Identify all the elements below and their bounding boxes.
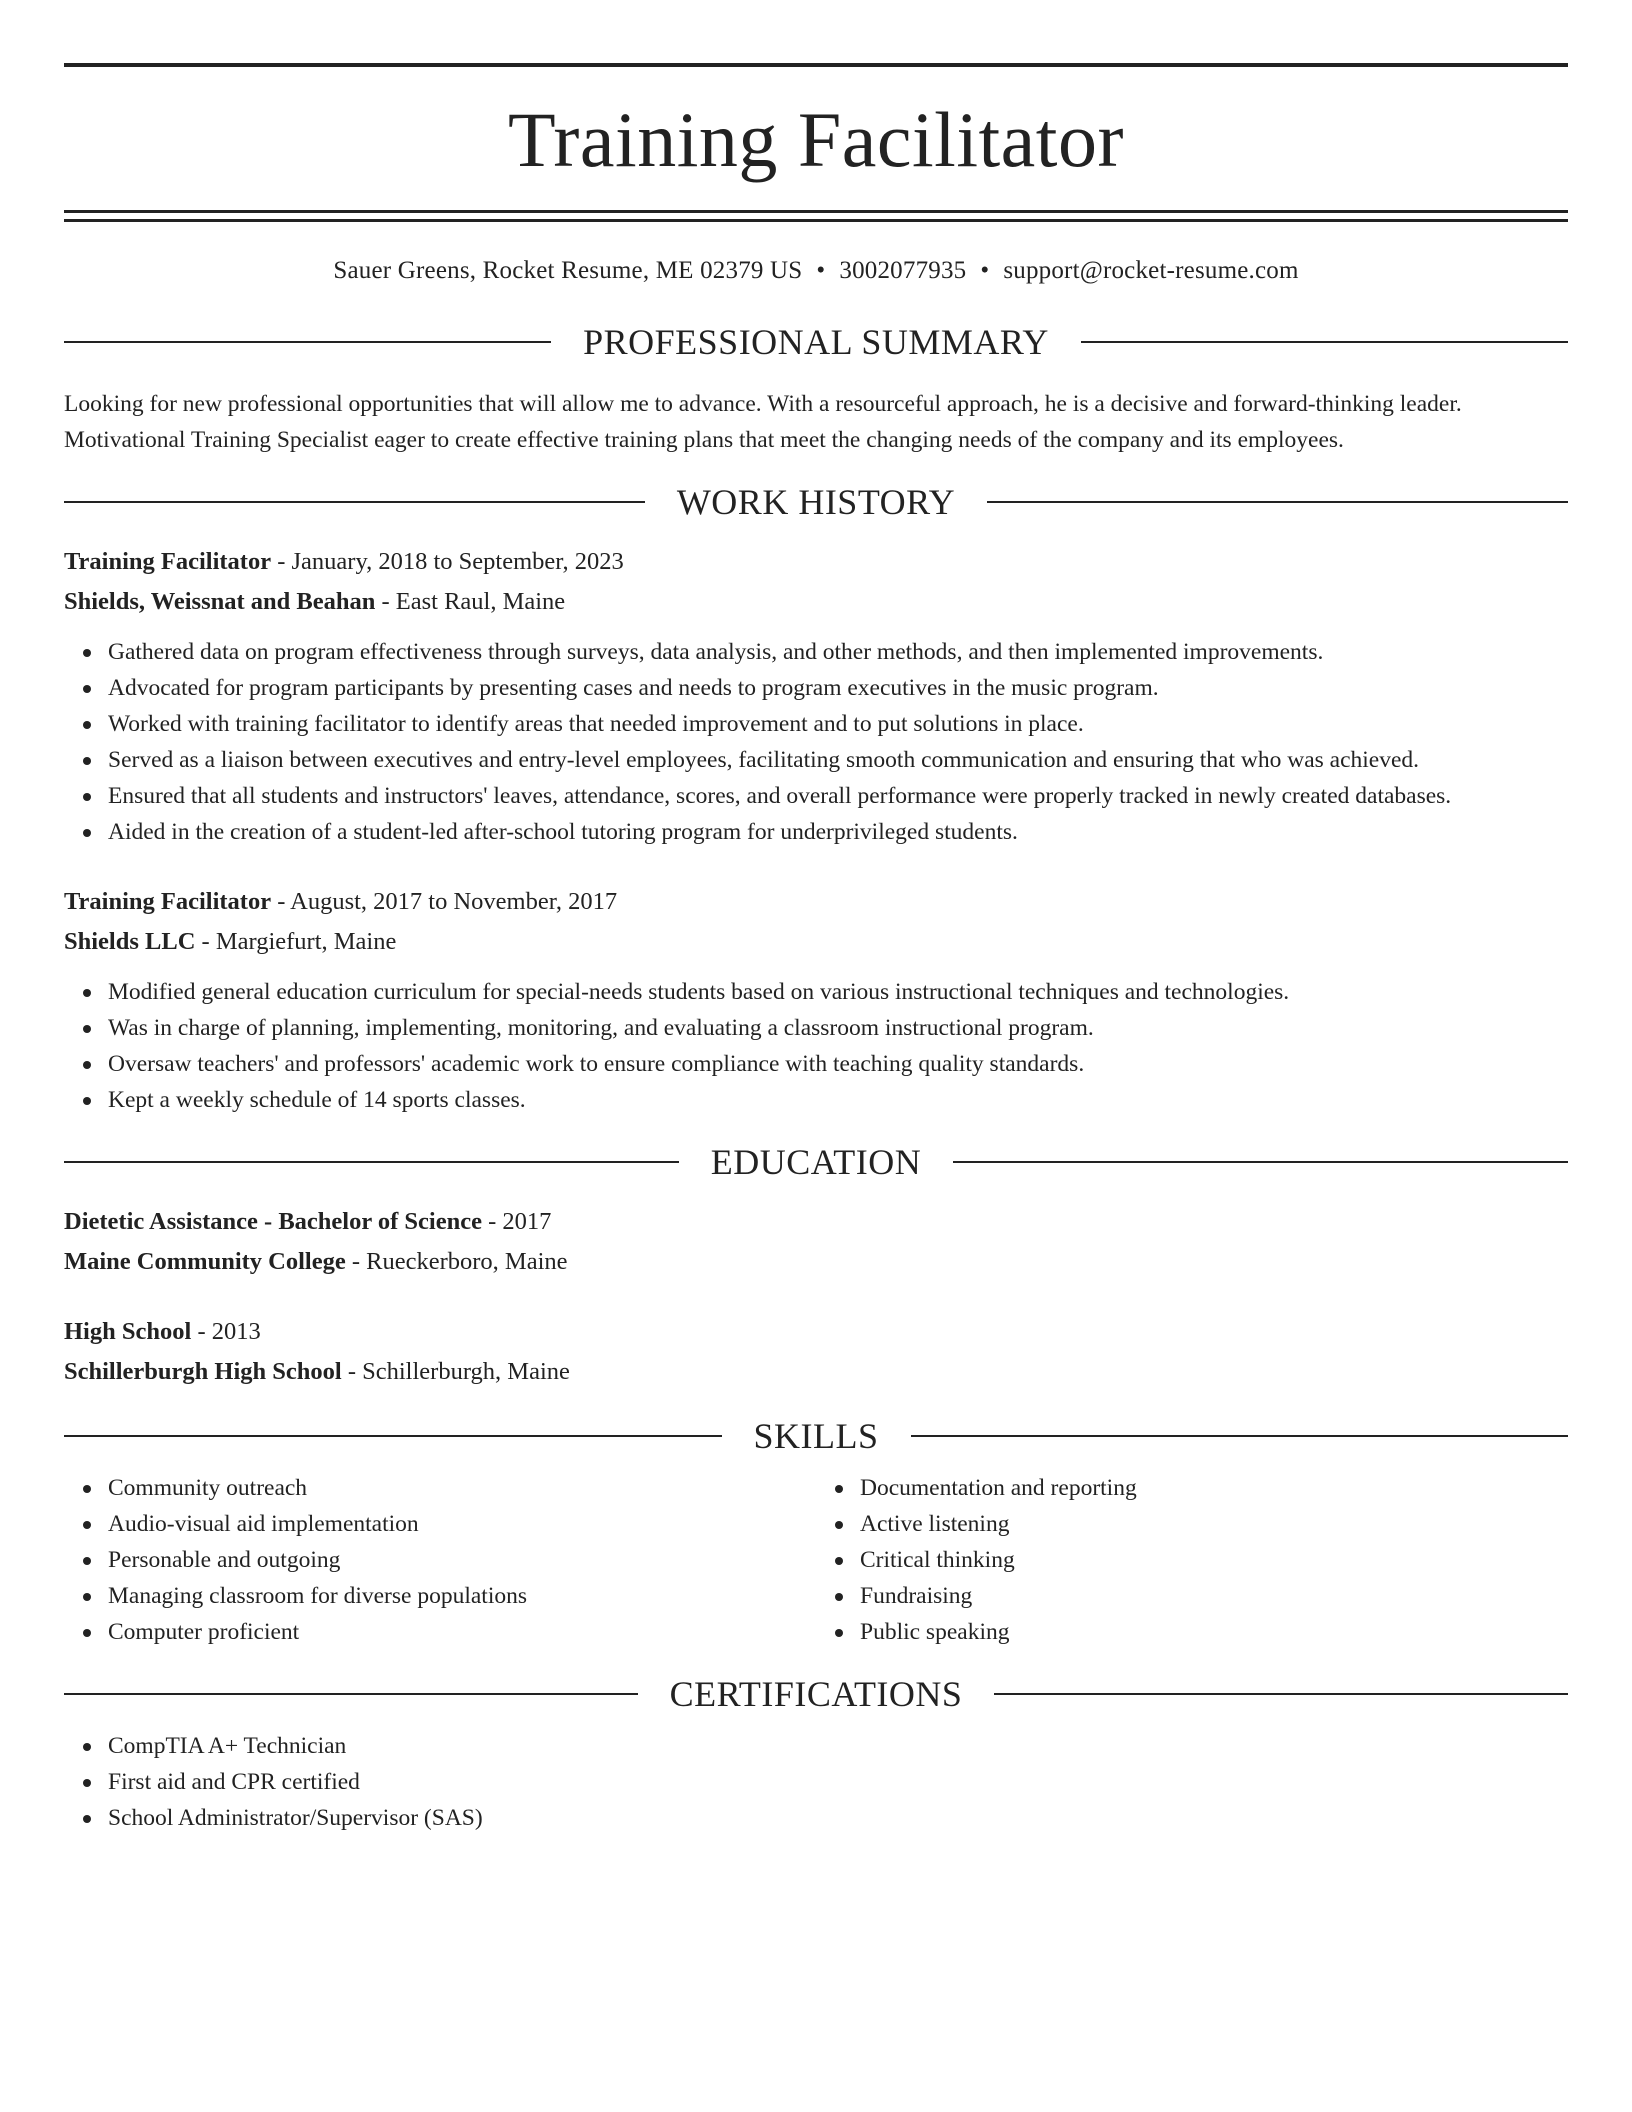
degree: Dietetic Assistance - Bachelor of Science (64, 1208, 482, 1235)
list-item: Managing classroom for diverse populations (108, 1578, 816, 1614)
job-dates: - August, 2017 to November, 2017 (271, 888, 618, 915)
job-title: Training Facilitator (64, 888, 272, 915)
contact-email: support@rocket-resume.com (1003, 257, 1299, 284)
certifications-list (64, 1728, 1568, 1836)
heading-rule (953, 1161, 1568, 1163)
heading-rule (64, 1693, 638, 1695)
school-line (64, 1352, 1568, 1392)
list-item: Gathered data on program effectiveness through surveys, data analysis, and other methods, and then implemented improvements. (108, 634, 1568, 670)
job-location: - Margiefurt, Maine (195, 928, 397, 955)
section-title: EDUCATION (710, 1142, 922, 1182)
job-title-line (64, 542, 1568, 582)
school-line (64, 1242, 1568, 1282)
skills-list-right (816, 1470, 1568, 1650)
job-company: Shields, Weissnat and Beahan (64, 588, 376, 615)
section-title: SKILLS (753, 1416, 879, 1456)
list-item: Active listening (860, 1506, 1568, 1542)
contact-separator: • (980, 257, 990, 284)
list-item: Audio-visual aid implementation (108, 1506, 816, 1542)
list-item: School Administrator/Supervisor (SAS) (108, 1800, 1568, 1836)
list-item: Aided in the creation of a student-led after-school tutoring program for underprivileged students. (108, 814, 1568, 850)
job-entry (64, 882, 1568, 1118)
job-location: - East Raul, Maine (375, 588, 566, 615)
skills-columns (64, 1470, 1568, 1650)
degree-year: - 2017 (481, 1208, 552, 1235)
list-item: Advocated for program participants by presenting cases and needs to program executives in the music program. (108, 670, 1568, 706)
skills-list-left (64, 1470, 816, 1650)
section-heading-certifications (64, 1676, 1568, 1712)
job-company-line (64, 922, 1568, 962)
job-bullets (64, 634, 1568, 850)
contact-phone: 3002077935 (839, 257, 967, 284)
heading-rule (987, 501, 1568, 503)
school-location: - Schillerburgh, Maine (341, 1358, 570, 1385)
school-location: - Rueckerboro, Maine (345, 1248, 568, 1275)
list-item: Was in charge of planning, implementing, monitoring, and evaluating a classroom instructional program. (108, 1010, 1568, 1046)
list-item: First aid and CPR certified (108, 1764, 1568, 1800)
contact-separator: • (816, 257, 826, 284)
heading-rule (64, 501, 645, 503)
list-item: Documentation and reporting (860, 1470, 1568, 1506)
list-item: Public speaking (860, 1614, 1568, 1650)
double-rule (64, 210, 1568, 222)
education-entry (64, 1202, 1568, 1282)
section-heading-work-history (64, 484, 1568, 520)
heading-rule (994, 1693, 1568, 1695)
section-heading-summary (64, 324, 1568, 360)
job-title: Training Facilitator (64, 548, 272, 575)
heading-rule (1081, 341, 1568, 343)
education-entry (64, 1312, 1568, 1392)
section-title: CERTIFICATIONS (669, 1674, 963, 1714)
title-block (64, 0, 1568, 222)
heading-rule (64, 341, 551, 343)
list-item: Fundraising (860, 1578, 1568, 1614)
job-dates: - January, 2018 to September, 2023 (271, 548, 624, 575)
job-bullets (64, 974, 1568, 1118)
list-item: Worked with training facilitator to identify areas that needed improvement and to put solutions in place. (108, 706, 1568, 742)
heading-rule (911, 1435, 1569, 1437)
section-heading-skills (64, 1418, 1568, 1454)
list-item: Modified general education curriculum for special-needs students based on various instructional techniques and technologies. (108, 974, 1568, 1010)
list-item: CompTIA A+ Technician (108, 1728, 1568, 1764)
list-item: Critical thinking (860, 1542, 1568, 1578)
school: Schillerburgh High School (64, 1358, 342, 1385)
job-title-line (64, 882, 1568, 922)
degree-year: - 2013 (191, 1318, 261, 1345)
degree: High School (64, 1318, 192, 1345)
job-company: Shields LLC (64, 928, 196, 955)
school: Maine Community College (64, 1248, 346, 1275)
section-heading-education (64, 1144, 1568, 1180)
heading-rule (64, 1435, 722, 1437)
resume-title: Training Facilitator (508, 96, 1124, 183)
section-title: WORK HISTORY (676, 482, 956, 522)
list-item: Served as a liaison between executives and entry-level employees, facilitating smooth communication and ensuring that who was achieved. (108, 742, 1568, 778)
list-item: Community outreach (108, 1470, 816, 1506)
list-item: Personable and outgoing (108, 1542, 816, 1578)
heading-rule (64, 1161, 679, 1163)
list-item: Computer proficient (108, 1614, 816, 1650)
section-title: PROFESSIONAL SUMMARY (583, 322, 1049, 362)
degree-line (64, 1312, 1568, 1352)
contact-line (64, 258, 1568, 283)
summary-text: Looking for new professional opportunities that will allow me to advance. With a resourceful approach, he is a decisive and forward-thinking leader. Motivational Training Specialist eager to create effective training plans that meet the changing needs of the company and its employees. (64, 391, 1462, 453)
list-item: Ensured that all students and instructors' leaves, attendance, scores, and overall performance were properly tracked in newly created databases. (108, 778, 1568, 814)
job-company-line (64, 582, 1568, 622)
job-entry (64, 542, 1568, 850)
list-item: Kept a weekly schedule of 14 sports classes. (108, 1082, 1568, 1118)
list-item: Oversaw teachers' and professors' academic work to ensure compliance with teaching quality standards. (108, 1046, 1568, 1082)
degree-line (64, 1202, 1568, 1242)
contact-address: Sauer Greens, Rocket Resume, ME 02379 US (333, 257, 803, 284)
